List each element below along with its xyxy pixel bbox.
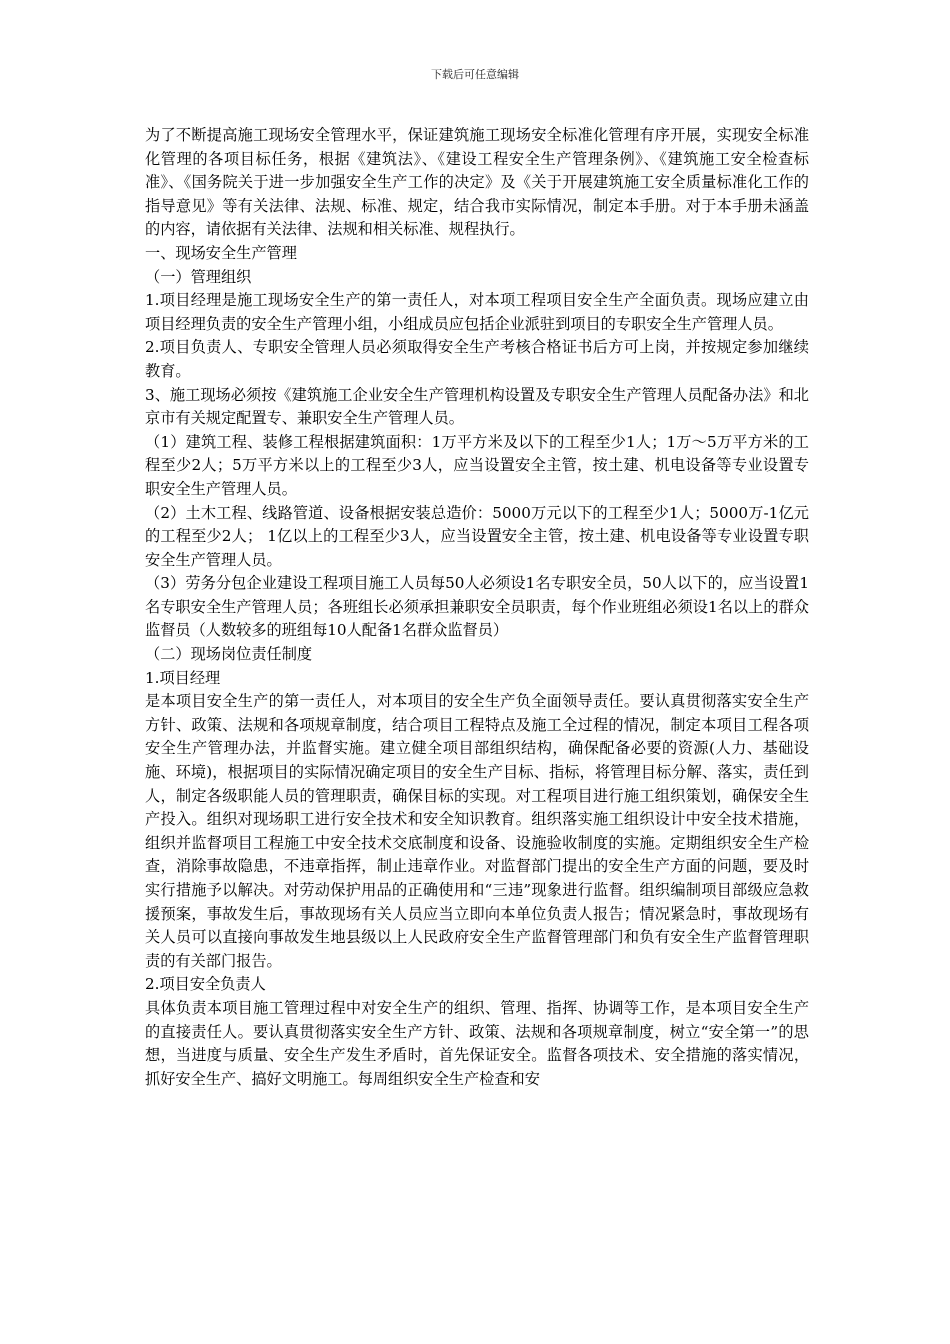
item-heading: 1.项目经理 (145, 668, 221, 687)
paragraph: 具体负责本项目施工管理过程中对安全生产的组织、管理、指挥、协调等工作，是本项目安全生产的直接责任人。要认真贯彻落实安全生产方针、政策、法规和各项规章制度，树立“安全第一”的思想，当进度与质量、安全生产发生矛盾时，首先保证安全。监督各项技术、安全措施的落实情况，抓好安全生产、搞好文明施工。每周组织安全生产检查和安 (145, 998, 809, 1088)
section-heading: 一、现场安全生产管理 (145, 243, 297, 262)
page-header: 下载后可任意编辑 (431, 68, 519, 81)
list-item: （1）建筑工程、装修工程根据建筑面积：1万平方米及以下的工程至少1人；1万～5万平方米的工程至少2人；5万平方米以上的工程至少3人，应当设置安全主管，按土建、机电设备等专业设置专职安全生产管理人员。 (145, 432, 809, 498)
paragraph: 是本项目安全生产的第一责任人，对本项目的安全生产负全面领导责任。要认真贯彻落实安全生产方针、政策、法规和各项规章制度，结合项目工程特点及施工全过程的情况，制定本项目工程各项安全生产管理办法，并监督实施。建立健全项目部组织结构，确保配备必要的资源(人力、基础设施、环境)，根据项目的实际情况确定项目的安全生产目标、指标，将管理目标分解、落实，责任到人，制定各级职能人员的管理职责，确保目标的实现。对工程项目进行施工组织策划，确保安全生产投入。组织对现场职工进行安全技术和安全知识教育。组织落实施工组织设计中安全技术措施，组织并监督项目工程施工中安全技术交底制度和设备、设施验收制度的实施。定期组织安全生产检查，消除事故隐患，不违章指挥，制止违章作业。对监督部门提出的安全生产方面的问题，要及时实行措施予以解决。对劳动保护用品的正确使用和“三违”现象进行监督。组织编制项目部级应急救援预案，事故发生后，事故现场有关人员应当立即向本单位负责人报告；情况紧急时，事故现场有关人员可以直接向事故发生地县级以上人民政府安全生产监督管理部门和负有安全生产监督管理职责的有关部门报告。 (145, 692, 809, 970)
paragraph: 2.项目负责人、专职安全管理人员必须取得安全生产考核合格证书后方可上岗，并按规定参加继续教育。 (145, 338, 809, 380)
document-body (145, 124, 809, 1091)
list-item: （2）土木工程、线路管道、设备根据安装总造价：5000万元以下的工程至少1人；5000万-1亿元的工程至少2人； 1亿以上的工程至少3人，应当设置安全主管，按土建、机电设备等专业设置专职安全生产管理人员。 (145, 503, 809, 569)
intro-paragraph: 为了不断提高施工现场安全管理水平，保证建筑施工现场安全标准化管理有序开展，实现安全标准化管理的各项目标任务，根据《建筑法》、《建设工程安全生产管理条例》、《建筑施工安全检查标准》、《国务院关于进一步加强安全生产工作的决定》及《关于开展建筑施工安全质量标准化工作的指导意见》等有关法律、法规、标准、规定，结合我市实际情况，制定本手册。对于本手册未涵盖的内容，请依据有关法律、法规和相关标准、规程执行。 (145, 126, 809, 239)
subsection-heading: （二）现场岗位责任制度 (145, 645, 313, 664)
subsection-heading: （一）管理组织 (145, 267, 252, 286)
paragraph: 1.项目经理是施工现场安全生产的第一责任人，对本项工程项目安全生产全面负责。现场应建立由项目经理负责的安全生产管理小组，小组成员应包括企业派驻到项目的专职安全生产管理人员。 (145, 291, 809, 333)
paragraph: 3、施工现场必须按《建筑施工企业安全生产管理机构设置及专职安全生产管理人员配备办法》和北京市有关规定配置专、兼职安全生产管理人员。 (145, 385, 809, 428)
item-heading: 2.项目安全负责人 (145, 975, 266, 994)
list-item: （3）劳务分包企业建设工程项目施工人员每50人必须设1名专职安全员，50人以下的，应当设置1名专职安全生产管理人员；各班组长必须承担兼职安全员职责，每个作业班组必须设1名以上的群众监督员（人数较多的班组每10人配备1名群众监督员） (145, 574, 809, 640)
